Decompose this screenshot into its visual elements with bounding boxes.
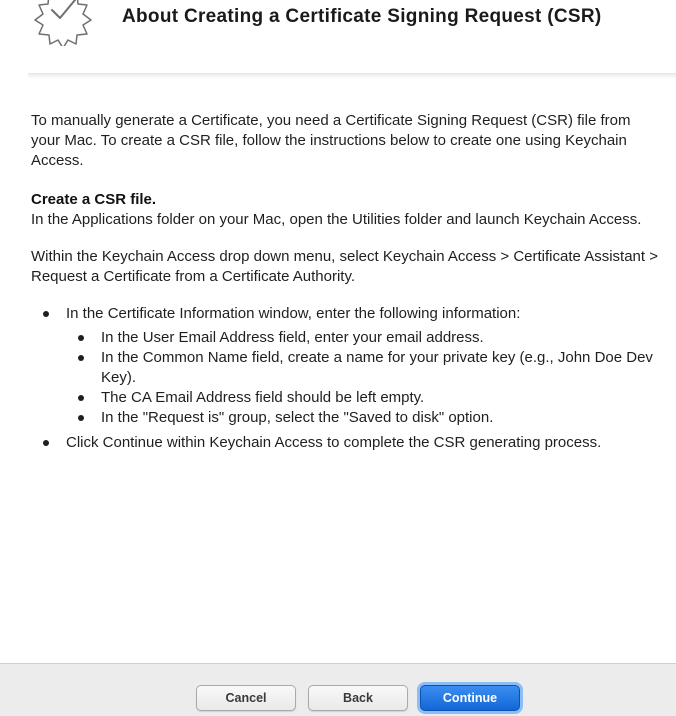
- bullet-icon: [43, 440, 49, 446]
- list-item-text: Click Continue within Keychain Access to complete the CSR generating process.: [66, 434, 602, 451]
- sub-list-item: [66, 348, 663, 388]
- back-button[interactable]: Back: [308, 685, 408, 711]
- list-item: [31, 433, 663, 453]
- header: [0, 0, 676, 76]
- instructions-content: [31, 111, 663, 458]
- sub-list-item: [66, 328, 663, 348]
- list-item: [31, 304, 663, 428]
- page-title: About Creating a Certificate Signing Request (CSR): [122, 6, 602, 27]
- section-heading: Create a CSR file.: [31, 191, 157, 208]
- sub-list-item: [66, 408, 663, 428]
- bullet-icon: [78, 355, 84, 361]
- step-certificate-assistant: Within the Keychain Access drop down menu, select Keychain Access > Certificate Assistant > Request a Certificate from a Certificate Authority.: [31, 248, 658, 285]
- step-launch-keychain: In the Applications folder on your Mac, open the Utilities folder and launch Keychain Access.: [31, 211, 642, 228]
- cancel-button[interactable]: Cancel: [196, 685, 296, 711]
- button-bar: [0, 663, 676, 716]
- sub-list-item-text: In the User Email Address field, enter your email address.: [101, 329, 484, 346]
- sub-list-item-text: In the "Request is" group, select the "Saved to disk" option.: [101, 409, 494, 426]
- sub-instruction-list: [66, 328, 663, 428]
- sub-list-item-text: The CA Email Address field should be left empty.: [101, 389, 425, 406]
- sub-list-item: [66, 388, 663, 408]
- header-divider: [28, 73, 676, 79]
- intro-paragraph: To manually generate a Certificate, you need a Certificate Signing Request (CSR) file from your Mac. To create a CSR file, follow the instructions below to create one using Keychain Access.: [31, 112, 631, 169]
- bullet-icon: [78, 335, 84, 341]
- bullet-icon: [78, 395, 84, 401]
- continue-button[interactable]: Continue: [420, 685, 520, 711]
- instruction-list: [31, 304, 663, 453]
- bullet-icon: [43, 311, 49, 317]
- list-item-text: In the Certificate Information window, enter the following information:: [66, 305, 521, 322]
- certificate-seal-icon: [28, 0, 98, 46]
- sub-list-item-text: In the Common Name field, create a name for your private key (e.g., John Doe Dev Key).: [101, 349, 653, 386]
- bullet-icon: [78, 415, 84, 421]
